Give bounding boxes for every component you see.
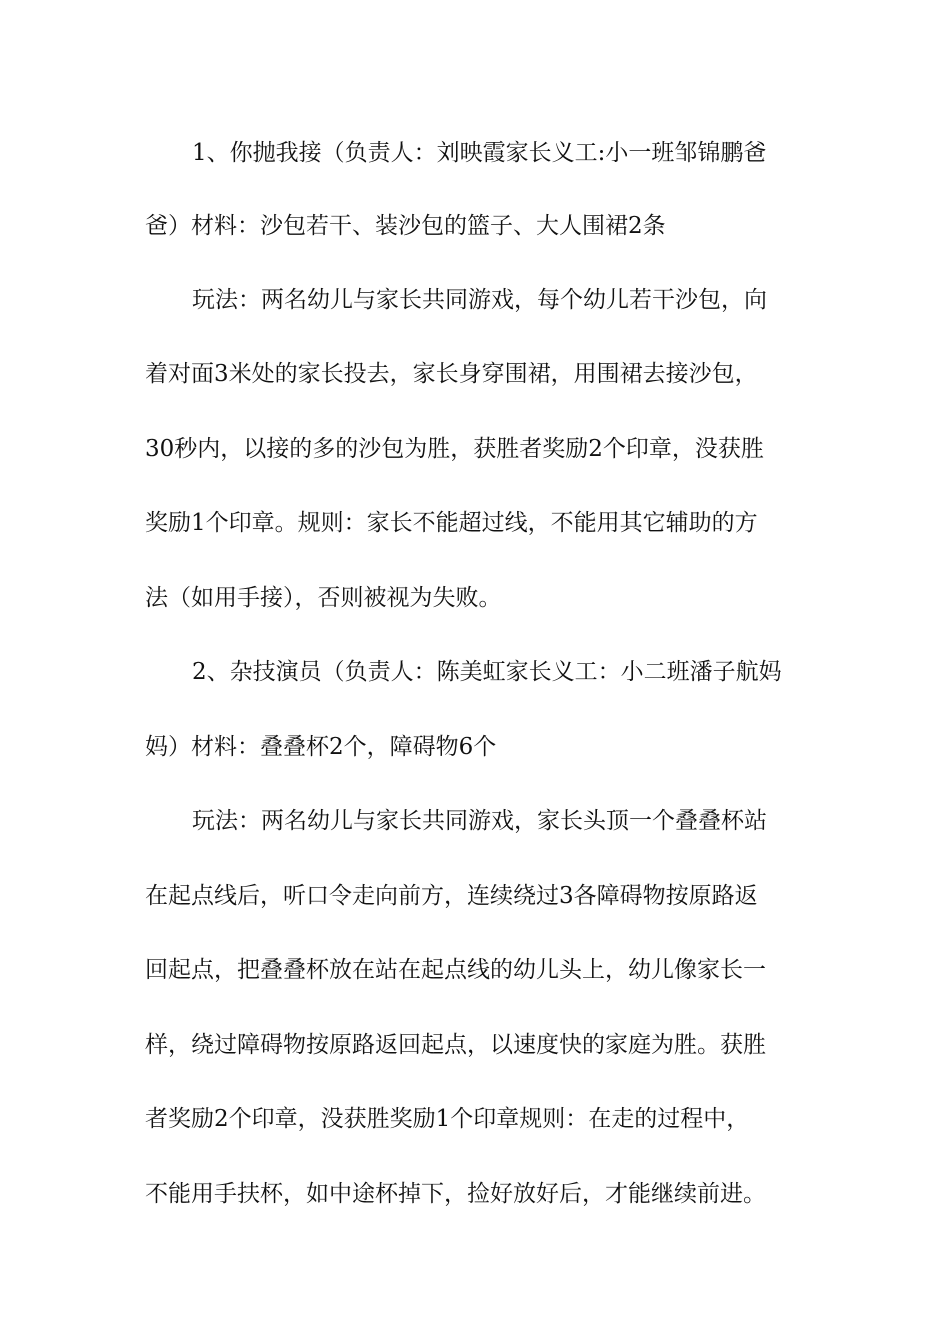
game2-rules-line-1: 玩法：两名幼儿与家长共同游戏，家长头顶一个叠叠杯站 [192,808,767,834]
game2-rules-line-3: 回起点，把叠叠杯放在站在起点线的幼儿头上，幼儿像家长一 [145,957,766,983]
game1-title-line: 1、你抛我接（负责人：刘映霞家长义工:小一班邹锦鹏爸 [192,140,767,166]
game1-rules-line-2: 着对面3米处的家长投去，家长身穿围裙，用围裙去接沙包， [145,361,758,387]
game2-title-line: 2、杂技演员（负责人：陈美虹家长义工：小二班潘子航妈 [192,659,782,685]
game1-rules-line-1: 玩法：两名幼儿与家长共同游戏，每个幼儿若干沙包，向 [192,287,767,313]
game1-materials-line: 爸）材料：沙包若干、装沙包的篮子、大人围裙2条 [145,213,666,239]
game2-materials-line: 妈）材料：叠叠杯2个，障碍物6个 [145,734,497,760]
game1-rules-line-4: 奖励1个印章。规则：家长不能超过线，不能用其它辅助的方 [145,510,758,536]
game1-rules-line-3: 30秒内，以接的多的沙包为胜，获胜者奖励2个印章，没获胜 [145,436,764,462]
game2-rules-line-4: 样，绕过障碍物按原路返回起点，以速度快的家庭为胜。获胜 [145,1032,766,1058]
game2-rules-line-5: 者奖励2个印章，没获胜奖励1个印章规则：在走的过程中， [145,1106,750,1132]
game2-rules-line-2: 在起点线后，听口令走向前方，连续绕过3各障碍物按原路返 [145,883,758,909]
game2-rules-line-6: 不能用手扶杯，如中途杯掉下，捡好放好后，才能继续前进。 [145,1181,766,1207]
game1-rules-line-5: 法（如用手接），否则被视为失败。 [145,585,502,611]
